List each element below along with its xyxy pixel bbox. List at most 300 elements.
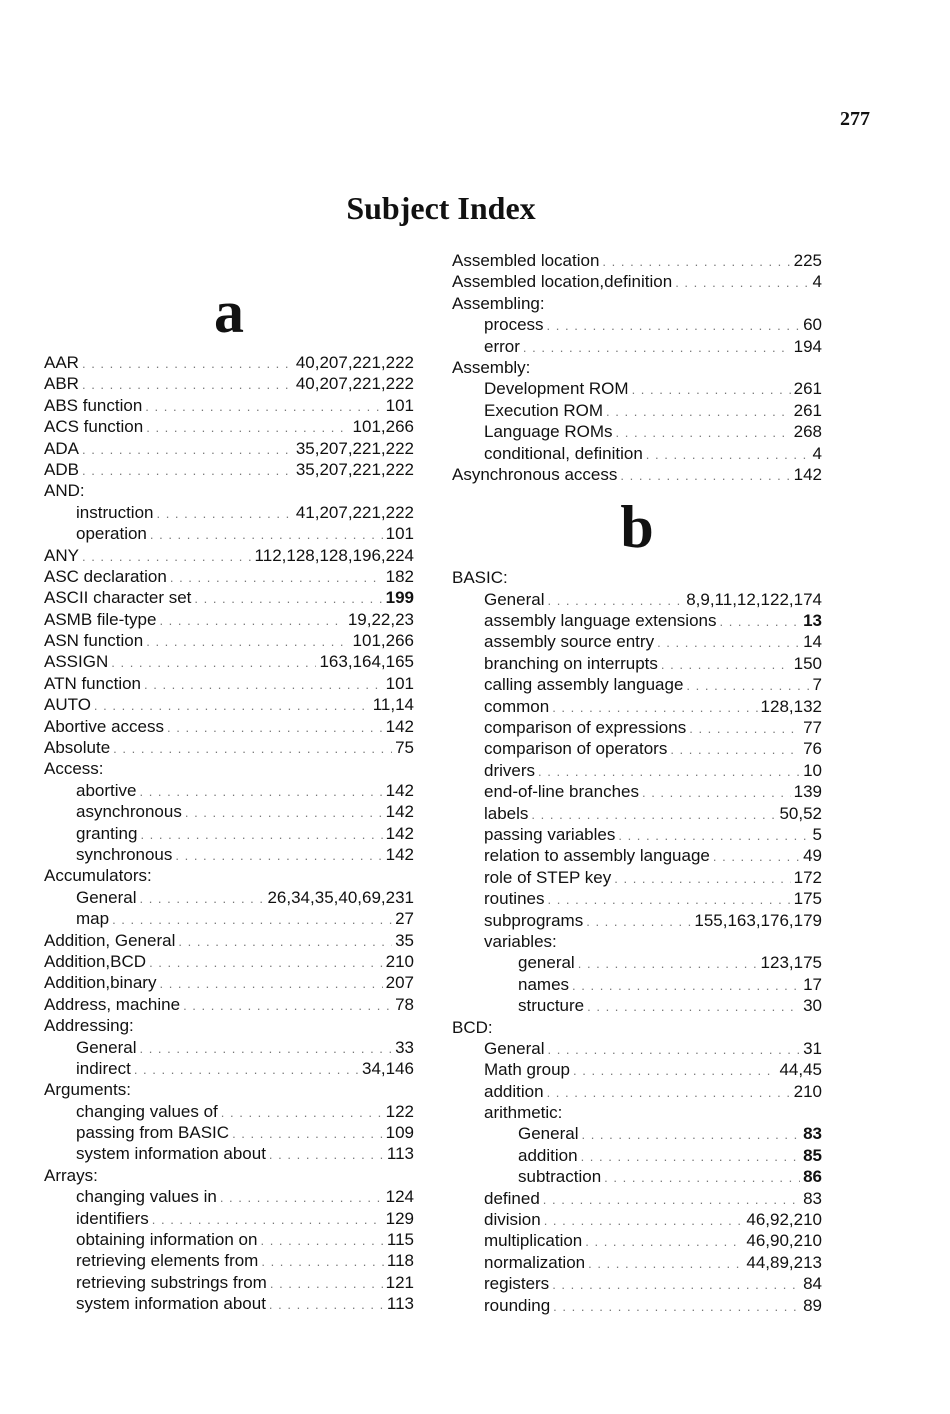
index-page-refs: 44,45 [779,1060,822,1080]
index-page-refs: 33 [395,1037,414,1057]
index-entry [452,357,822,378]
index-term: Execution ROM [484,400,604,420]
dot-leader [552,1274,800,1295]
index-page-refs: 194 [793,336,822,356]
index-term: ANY [44,545,79,565]
dot-leader [675,272,809,293]
index-term: structure [518,996,585,1016]
index-entry [452,1123,822,1144]
index-term: Accumulators: [44,866,152,886]
index-entry [452,931,822,952]
index-term: Abortive access [44,716,164,736]
index-entry [452,336,822,357]
index-entry [452,1081,822,1102]
index-entry [44,1293,414,1314]
dot-leader [167,717,383,738]
dot-leader [261,1251,384,1272]
index-page-refs: 261 [793,400,822,420]
index-entry [44,694,414,715]
index-entry [44,1250,414,1271]
dot-leader [260,1230,383,1251]
index-term: process [484,315,544,335]
index-term: changing values of [76,1101,218,1121]
index-term: defined [484,1188,540,1208]
dot-leader [686,675,809,696]
index-entry [44,545,414,566]
index-entry [44,438,414,459]
index-term: BCD: [452,1017,493,1037]
dot-leader [713,846,800,867]
dot-leader [94,695,370,716]
index-entry [452,653,822,674]
index-entry [452,250,822,271]
dot-leader [232,1123,383,1144]
index-term: passing variables [484,824,616,844]
index-entry [452,589,822,610]
dot-leader [82,546,252,567]
dot-leader [134,1059,359,1080]
index-entry [452,1252,822,1273]
index-term: Assembled location,definition [452,272,673,292]
dot-leader [620,465,790,486]
index-page-refs: 121 [385,1272,414,1292]
index-entry [452,1166,822,1187]
index-page-refs: 142 [385,716,414,736]
index-page-refs: 123,175 [760,953,822,973]
index-page-refs: 150 [793,653,822,673]
index-page-refs: 10 [803,760,822,780]
index-term: granting [76,823,138,843]
index-term: retrieving elements from [76,1251,259,1271]
index-term: ASC declaration [44,566,167,586]
dot-leader [538,761,800,782]
index-page-refs: 142 [385,780,414,800]
index-page-refs: 35,207,221,222 [295,438,414,458]
index-page-refs: 75 [395,738,414,758]
index-term: system information about [76,1294,266,1314]
index-entry [44,1272,414,1293]
index-entry [44,1208,414,1229]
index-entry [44,523,414,544]
index-page-refs: 128,132 [760,696,822,716]
dot-leader [149,952,383,973]
dot-leader [82,439,293,460]
index-page-refs: 4 [812,272,822,292]
dot-leader [547,1082,791,1103]
index-term: map [76,909,110,929]
index-entry [452,888,822,909]
index-term: ADB [44,459,79,479]
index-page-refs: 40,207,221,222 [295,374,414,394]
dot-leader [178,931,392,952]
index-entry [44,994,414,1015]
index-entry [452,378,822,399]
index-term: common [484,696,550,716]
index-entry [452,1230,822,1251]
index-entry [44,1015,414,1036]
dot-leader [170,567,383,588]
index-term: General [484,589,545,609]
page-title: Subject Index [346,190,536,226]
index-page-refs: 60 [803,315,822,335]
index-term: Address, machine [44,994,181,1014]
index-term: ASMB file-type [44,609,157,629]
index-entry [452,1059,822,1080]
index-entry [44,930,414,951]
index-term: assembly language extensions [484,611,717,631]
dot-leader [146,417,349,438]
dot-leader [670,739,800,760]
dot-leader [82,374,293,395]
index-page-refs: 46,90,210 [746,1231,822,1251]
index-term: Access: [44,759,104,779]
index-entry [452,824,822,845]
index-page-refs: 14 [803,632,822,652]
index-entry [44,1037,414,1058]
index-page-refs: 113 [386,1144,414,1164]
index-term: passing from BASIC [76,1123,230,1143]
index-page-refs: 8,9,11,12,122,174 [686,589,822,609]
index-page-refs: 122 [385,1101,414,1121]
index-term: asynchronous [76,802,182,822]
dot-leader [547,1039,800,1060]
index-page-refs: 101,266 [352,417,414,437]
index-page-refs: 5 [812,824,822,844]
index-term: operation [76,524,147,544]
section-a-entries [44,352,414,1315]
dot-leader [581,1146,801,1167]
index-term: Assembling: [452,293,545,313]
index-page-refs: 31 [803,1038,822,1058]
index-term: variables: [484,931,557,951]
index-term: comparison of expressions [484,718,687,738]
index-page-refs: 113 [386,1294,414,1314]
index-term: AAR [44,353,79,372]
index-entry [452,845,822,866]
index-entry [44,716,414,737]
dot-leader [585,1231,743,1252]
index-entry [452,567,822,588]
dot-leader [269,1144,384,1165]
index-entry [44,1122,414,1143]
index-page-refs: 115 [386,1230,414,1250]
index-term: ACS function [44,417,144,437]
dot-leader [113,738,392,759]
dot-leader [646,444,810,465]
index-entry [44,737,414,758]
index-term: Development ROM [484,379,629,399]
index-term: conditional, definition [484,443,643,463]
dot-leader [552,697,757,718]
index-term: AUTO [44,695,91,715]
dot-leader [606,401,791,422]
index-term: subtraction [518,1167,602,1187]
dot-leader [139,1038,392,1059]
index-page-refs: 142 [385,802,414,822]
index-page-refs: 112,128,128,196,224 [254,545,414,565]
index-term: routines [484,889,545,909]
index-page-refs: 139 [793,782,822,802]
index-term: Addition,BCD [44,951,147,971]
index-term: instruction [76,502,154,522]
index-page-refs: 76 [803,739,822,759]
index-column-left [44,276,414,1315]
index-term: Language ROMs [484,422,613,442]
index-page-refs: 83 [803,1188,822,1208]
index-entry [44,780,414,801]
index-entry [44,587,414,608]
index-entry [44,801,414,822]
index-page-refs: 261 [793,379,822,399]
index-term: registers [484,1274,550,1294]
index-page-refs: 210 [793,1081,822,1101]
index-term: ASSIGN [44,652,109,672]
dot-leader [572,975,800,996]
index-entry [452,1038,822,1059]
dot-leader [547,590,683,611]
index-page-refs: 172 [793,867,822,887]
index-term: Addition,binary [44,973,157,993]
index-page-refs: 44,89,213 [746,1252,822,1272]
dot-leader [183,995,392,1016]
index-page-refs: 142 [793,464,822,484]
dot-leader [586,911,691,932]
dot-leader [221,1102,383,1123]
index-term: identifiers [76,1208,149,1228]
index-term: General [484,1038,545,1058]
index-term: branching on interrupts [484,653,658,673]
dot-leader [112,909,392,930]
index-term: general [518,953,575,973]
index-entry [452,867,822,888]
index-page-refs: 129 [385,1208,414,1228]
index-entry [452,760,822,781]
index-entry [44,1058,414,1079]
index-entry [44,908,414,929]
index-page-refs: 210 [385,951,414,971]
dot-leader [175,845,382,866]
index-term: subprograms [484,910,584,930]
index-term: General [76,1037,137,1057]
index-entry [44,566,414,587]
index-term: addition [518,1145,578,1165]
dot-leader [616,422,791,443]
index-entry [452,995,822,1016]
dot-leader [140,824,382,845]
index-page-refs: 26,34,35,40,69,231 [267,887,414,907]
index-page-refs: 207 [385,973,414,993]
index-entry [452,1017,822,1038]
index-entry [452,1102,822,1123]
index-entry [452,1209,822,1230]
index-page-refs: 155,163,176,179 [694,910,822,930]
index-term: ATN function [44,673,142,693]
index-term: addition [484,1081,544,1101]
index-term: Arrays: [44,1165,98,1185]
dot-leader [531,804,776,825]
index-page-refs: 182 [385,566,414,586]
dot-leader [657,632,800,653]
index-page-refs: 30 [803,996,822,1016]
index-term: retrieving substrings from [76,1272,267,1292]
index-entry [44,1186,414,1207]
dot-leader [82,460,293,481]
index-term: Addition, General [44,930,176,950]
dot-leader [159,973,382,994]
dot-leader [139,781,382,802]
index-term: normalization [484,1252,586,1272]
index-entry [452,717,822,738]
dot-leader [719,611,800,632]
index-page-refs: 199 [385,588,414,608]
dot-leader [270,1273,383,1294]
index-entry [452,696,822,717]
section-letter-a: a [214,279,244,345]
index-page-refs: 13 [803,611,822,631]
index-page-refs: 101 [385,395,414,415]
dot-leader [553,1296,800,1317]
dot-leader [604,1167,800,1188]
index-page-refs: 40,207,221,222 [295,353,414,372]
index-entry [452,610,822,631]
index-term: synchronous [76,844,173,864]
index-page-refs: 268 [793,422,822,442]
dot-leader [588,1253,743,1274]
index-entry [44,865,414,886]
index-entry [452,1145,822,1166]
dot-leader [194,588,382,609]
index-term: drivers [484,760,536,780]
dot-leader [523,337,791,358]
index-entry [44,951,414,972]
index-entry [44,673,414,694]
index-entry [44,1229,414,1250]
dot-leader [544,1210,744,1231]
index-entry [452,974,822,995]
section-letter-b: b [620,494,654,561]
index-page-refs: 46,92,210 [746,1210,822,1230]
index-column-right [452,250,822,1316]
dot-leader [587,996,800,1017]
index-term: multiplication [484,1231,583,1251]
index-term: General [518,1124,579,1144]
index-term: comparison of operators [484,739,668,759]
dot-leader [573,1060,776,1081]
index-page-refs: 118 [386,1251,414,1271]
index-term: arithmetic: [484,1103,563,1123]
index-entry [452,421,822,442]
index-term: Addressing: [44,1016,134,1036]
index-page-refs: 35,207,221,222 [295,459,414,479]
index-entry [44,459,414,480]
index-page-refs: 41,207,221,222 [295,502,414,522]
index-entry [452,631,822,652]
index-term: names [518,974,570,994]
index-page-refs: 50,52 [779,803,822,823]
dot-leader [144,674,383,695]
index-entry [452,400,822,421]
dot-leader [578,953,758,974]
index-entry [44,1143,414,1164]
index-page-refs: 163,164,165 [319,652,414,672]
index-page-refs: 7 [812,675,822,695]
dot-leader [111,652,316,673]
index-page-refs: 78 [395,994,414,1014]
index-page-refs: 124 [385,1187,414,1207]
index-entry [44,758,414,779]
index-term: obtaining information on [76,1230,258,1250]
index-page-refs: 142 [385,844,414,864]
index-page-refs: 175 [793,889,822,909]
index-term: labels [484,803,529,823]
index-entry [44,609,414,630]
dot-leader [156,503,292,524]
dot-leader [661,654,791,675]
index-page-refs: 49 [803,846,822,866]
index-entry [44,373,414,394]
index-entry [44,651,414,672]
index-term: ASCII character set [44,588,192,608]
index-term: Assembled location [452,251,600,270]
index-entry [44,844,414,865]
index-entry [452,674,822,695]
index-term: BASIC: [452,568,508,588]
index-term: Math group [484,1060,570,1080]
dot-leader [614,868,790,889]
dot-leader [145,396,382,417]
index-term: abortive [76,780,137,800]
index-page-refs: 142 [385,823,414,843]
dot-leader [150,524,383,545]
index-term: system information about [76,1144,266,1164]
dot-leader [269,1294,384,1315]
dot-leader [139,888,264,909]
index-term: calling assembly language [484,675,684,695]
section-a-continued-entries [452,250,822,485]
dot-leader [185,802,383,823]
index-entry [452,738,822,759]
index-term: Absolute [44,738,111,758]
index-entry [44,972,414,993]
index-page-refs: 84 [803,1274,822,1294]
index-page-refs: 101 [385,524,414,544]
index-term: ADA [44,438,79,458]
index-entry [452,314,822,335]
index-term: division [484,1210,541,1230]
dot-leader [689,718,800,739]
index-entry [44,416,414,437]
index-term: rounding [484,1295,551,1315]
index-page-refs: 4 [812,443,822,463]
index-entry [44,502,414,523]
index-page-refs: 19,22,23 [347,609,414,629]
page-number: 277 [840,108,870,130]
index-term: ASN function [44,631,144,651]
index-term: Arguments: [44,1080,131,1100]
dot-leader [642,782,791,803]
index-term: Asynchronous access [452,464,618,484]
dot-leader [602,251,790,272]
index-entry [44,1101,414,1122]
index-entry [452,293,822,314]
index-term: indirect [76,1058,131,1078]
index-page-refs: 35 [395,930,414,950]
index-page-refs: 17 [803,974,822,994]
dot-leader [152,1209,383,1230]
index-entry [44,887,414,908]
index-term: General [76,887,137,907]
index-page-refs: 109 [385,1123,414,1143]
